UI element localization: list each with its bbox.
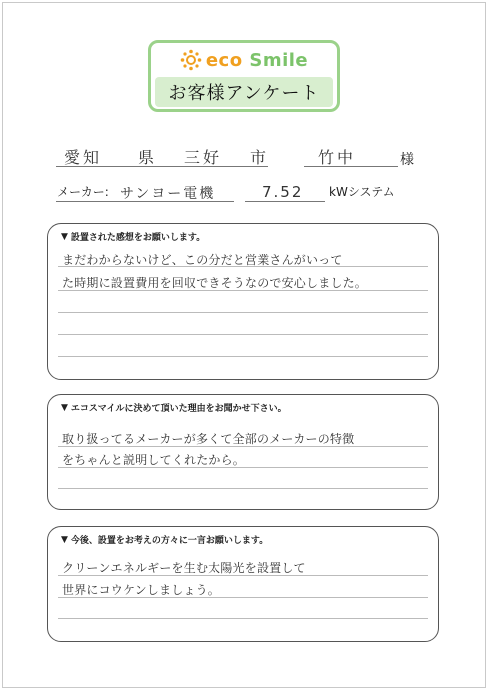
honorific: 様 (400, 152, 414, 168)
triangle-bullet-icon: ▼ (61, 534, 68, 545)
brand-name: eco Smile (205, 49, 309, 71)
capacity-value: 7.52 (262, 183, 304, 201)
answer-line: クリーンエネルギーを生む太陽光を設置して (62, 561, 306, 575)
answer-line: 世界にコウケンしましょう。 (62, 583, 221, 597)
section-question: ▼ エコスマイルに決めて頂いた理由をお聞かせ下さい。 (61, 402, 287, 414)
capacity-underline (245, 201, 325, 202)
logo-brand (151, 43, 337, 77)
answer-rule (58, 312, 428, 313)
prefecture-suffix: 県 (138, 148, 158, 167)
prefecture: 愛知 (64, 148, 103, 167)
sun-icon (180, 49, 202, 71)
address-underline (56, 166, 268, 167)
title-band (155, 77, 333, 107)
answer-rule (58, 334, 428, 335)
answer-rule (58, 618, 428, 619)
customer-name: 竹中 (318, 148, 357, 167)
answer-line: をちゃんと説明してくれたから。 (62, 453, 246, 467)
section-impression (47, 223, 439, 380)
answer-rule (58, 597, 428, 598)
city-suffix: 市 (250, 148, 270, 167)
logo-box (148, 40, 340, 112)
section-message (47, 526, 439, 642)
answer-line: 取り扱ってるメーカーが多くて全部のメーカーの特徴 (62, 432, 355, 446)
survey-title: お客様アンケート (168, 83, 320, 104)
answer-rule (58, 488, 428, 489)
name-underline (304, 166, 398, 167)
triangle-bullet-icon: ▼ (61, 402, 68, 413)
capacity-label: kWシステム (329, 185, 395, 199)
answer-line: た時期に設置費用を回収できそうなので安心しました。 (62, 276, 368, 290)
section-question: ▼ 設置された感想をお願いします。 (61, 231, 206, 243)
section-reason (47, 394, 439, 510)
maker-label: メーカー: (57, 185, 109, 199)
city: 三好 (184, 148, 223, 167)
answer-line: まだわからないけど、この分だと営業さんがいって (62, 253, 343, 267)
answer-rule (58, 266, 428, 267)
answer-rule (58, 575, 428, 576)
answer-rule (58, 467, 428, 468)
answer-rule (58, 290, 428, 291)
maker-value: サンヨー電機 (120, 186, 216, 202)
answer-rule (58, 356, 428, 357)
maker-underline (56, 201, 234, 202)
answer-rule (58, 446, 428, 447)
triangle-bullet-icon: ▼ (61, 231, 68, 242)
section-question: ▼ 今後、設置をお考えの方々に一言お願いします。 (61, 534, 269, 546)
